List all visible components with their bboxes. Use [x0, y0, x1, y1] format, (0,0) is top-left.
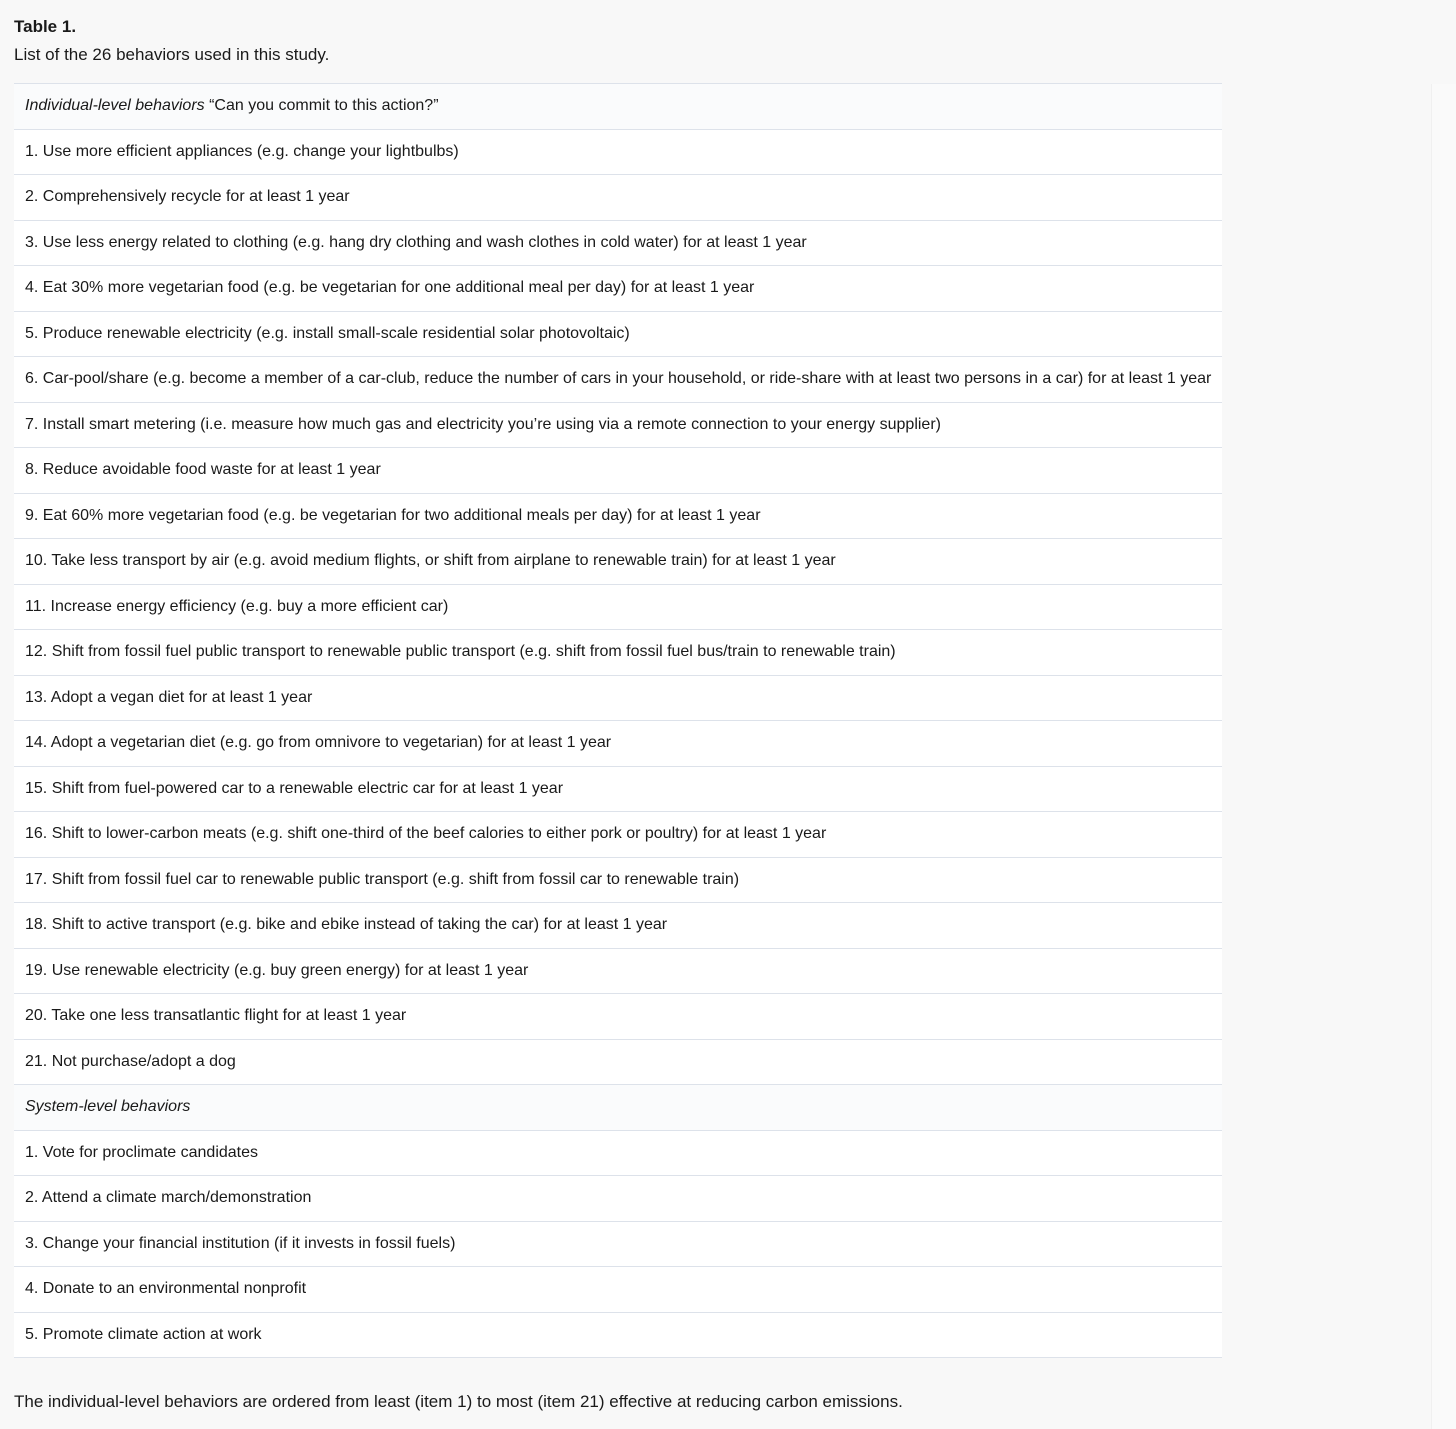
behavior-cell: [14, 994, 1222, 1040]
table-row: [14, 1130, 1222, 1176]
behavior-text: 13. Adopt a vegan diet for at least 1 year: [25, 688, 313, 706]
behavior-text: 4. Donate to an environmental nonprofit: [25, 1280, 307, 1298]
table-caption: [14, 14, 1224, 68]
behavior-cell: [14, 857, 1222, 903]
behavior-text: 15. Shift from fuel-powered car to a renewable electric car for at least 1 year: [25, 779, 564, 797]
behavior-cell: [14, 493, 1222, 539]
table-row: [14, 175, 1222, 221]
behavior-cell: [14, 220, 1222, 266]
table-row: [14, 948, 1222, 994]
section-header-individual: [14, 84, 1222, 130]
table-row: [14, 1267, 1222, 1313]
behavior-cell: [14, 584, 1222, 630]
behavior-cell: [14, 175, 1222, 221]
table-row: [14, 402, 1222, 448]
table-label: Table 1.: [14, 17, 77, 36]
behavior-cell: [14, 630, 1222, 676]
behavior-text: 12. Shift from fossil fuel public transport to renewable public transport (e.g. shift from fossil fuel bus/train to renewable train): [25, 643, 896, 661]
behavior-cell: [14, 675, 1222, 721]
behavior-cell: [14, 1176, 1222, 1222]
behavior-cell: [14, 903, 1222, 949]
behavior-cell: [14, 812, 1222, 858]
table-row: [14, 675, 1222, 721]
behavior-text: 18. Shift to active transport (e.g. bike and ebike instead of taking the car) for at least 1 year: [25, 916, 668, 934]
behavior-cell: [14, 721, 1222, 767]
table-row: [14, 584, 1222, 630]
behavior-text: 5. Produce renewable electricity (e.g. install small-scale residential solar photovoltaic): [25, 324, 630, 342]
table-row: [14, 812, 1222, 858]
behavior-text: 16. Shift to lower-carbon meats (e.g. shift one-third of the beef calories to either pork or poultry) for at least 1 year: [25, 825, 827, 843]
behavior-cell: [14, 1085, 1222, 1131]
table-row: [14, 493, 1222, 539]
behavior-text: 1. Use more efficient appliances (e.g. change your lightbulbs): [25, 142, 459, 160]
section-header-system: [14, 1085, 1222, 1131]
behavior-text: 9. Eat 60% more vegetarian food (e.g. be vegetarian for two additional meals per day) for at least 1 year: [25, 506, 761, 524]
behavior-text: 2. Attend a climate march/demonstration: [25, 1189, 312, 1207]
behavior-cell: [14, 357, 1222, 403]
table-row: [14, 1039, 1222, 1085]
table-row: [14, 1176, 1222, 1222]
behavior-cell: [14, 948, 1222, 994]
behavior-text: 21. Not purchase/adopt a dog: [25, 1052, 236, 1070]
behavior-cell: [14, 311, 1222, 357]
table-row: [14, 129, 1222, 175]
behavior-cell: [14, 1312, 1222, 1358]
table-footnote: The individual-level behaviors are ordered from least (item 1) to most (item 21) effective at reducing carbon emissions.: [14, 1392, 903, 1411]
table-row: [14, 448, 1222, 494]
table-description: List of the 26 behaviors used in this study.: [14, 45, 330, 64]
behavior-cell: [14, 539, 1222, 585]
behavior-text: 3. Change your financial institution (if it invests in fossil fuels): [25, 1234, 456, 1252]
behavior-cell: [14, 1039, 1222, 1085]
behavior-cell: [14, 129, 1222, 175]
table-row: [14, 903, 1222, 949]
behaviors-table-body: [14, 84, 1222, 1358]
table-row: [14, 266, 1222, 312]
table-row: [14, 766, 1222, 812]
section-title: Individual-level behaviors: [25, 97, 205, 115]
table-row: [14, 721, 1222, 767]
table-row: [14, 1221, 1222, 1267]
behavior-text: 14. Adopt a vegetarian diet (e.g. go from omnivore to vegetarian) for at least 1 year: [25, 734, 612, 752]
table-row: [14, 857, 1222, 903]
behavior-cell: [14, 766, 1222, 812]
section-header-cell: [14, 84, 1222, 130]
behavior-text: 10. Take less transport by air (e.g. avoid medium flights, or shift from airplane to renewable train) for at least 1 year: [25, 552, 836, 570]
behavior-text: 8. Reduce avoidable food waste for at least 1 year: [25, 461, 381, 479]
page-side-strip: [1431, 84, 1456, 1429]
behavior-text: 4. Eat 30% more vegetarian food (e.g. be vegetarian for one additional meal per day) for at least 1 year: [25, 279, 755, 297]
behavior-text: 6. Car-pool/share (e.g. become a member of a car-club, reduce the number of cars in your household, or ride-share with at least two persons in a car) for at least 1 year: [25, 370, 1212, 388]
table-row: [14, 220, 1222, 266]
table-row: [14, 994, 1222, 1040]
behavior-cell: [14, 402, 1222, 448]
behaviors-table: [14, 83, 1222, 1358]
behavior-cell: [14, 448, 1222, 494]
behavior-text: 2. Comprehensively recycle for at least 1 year: [25, 188, 350, 206]
behavior-text: 20. Take one less transatlantic flight for at least 1 year: [25, 1007, 407, 1025]
table-row: [14, 311, 1222, 357]
behavior-text: 5. Promote climate action at work: [25, 1325, 262, 1343]
behavior-cell: [14, 1267, 1222, 1313]
table-row: [14, 357, 1222, 403]
behavior-text: 17. Shift from fossil fuel car to renewable public transport (e.g. shift from fossil car to renewable train): [25, 870, 740, 888]
behavior-text: 7. Install smart metering (i.e. measure how much gas and electricity you’re using via a remote connection to your energy supplier): [25, 415, 941, 433]
behavior-text: System-level behaviors: [25, 1098, 191, 1116]
behavior-cell: [14, 266, 1222, 312]
behavior-text: 1. Vote for proclimate candidates: [25, 1143, 259, 1161]
behavior-text: 11. Increase energy efficiency (e.g. buy a more efficient car): [25, 597, 449, 615]
behavior-text: 19. Use renewable electricity (e.g. buy green energy) for at least 1 year: [25, 961, 529, 979]
behavior-cell: [14, 1130, 1222, 1176]
behavior-text: 3. Use less energy related to clothing (e.g. hang dry clothing and wash clothes in cold water) for at least 1 year: [25, 233, 807, 251]
section-question: “Can you commit to this action?”: [204, 97, 439, 115]
table-row: [14, 539, 1222, 585]
table-row: [14, 1312, 1222, 1358]
behavior-cell: [14, 1221, 1222, 1267]
table-row: [14, 630, 1222, 676]
